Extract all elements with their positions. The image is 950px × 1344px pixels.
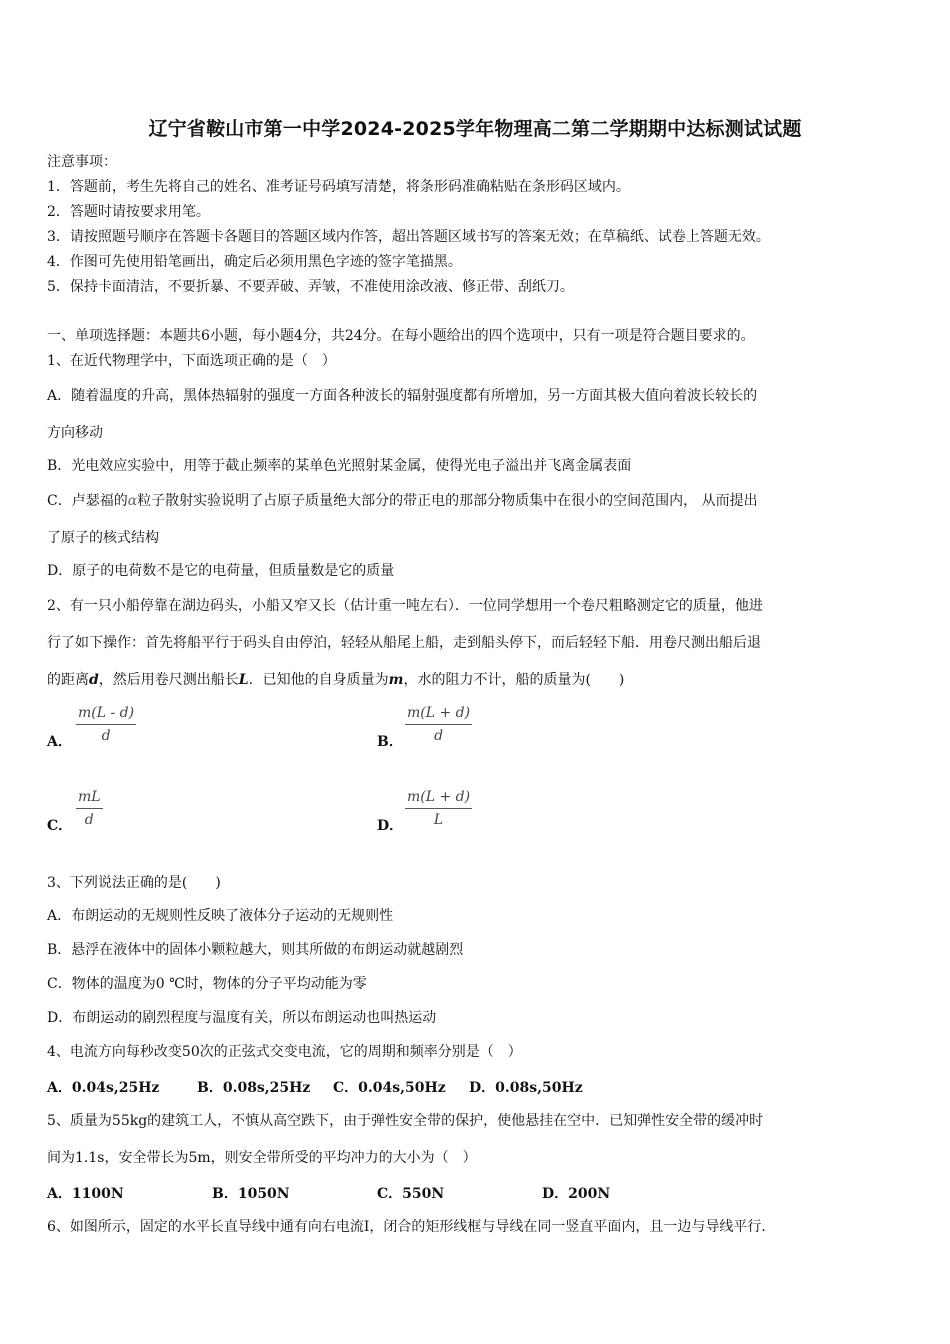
q2-text-b: ，然后用卷尺测出船长 xyxy=(98,672,239,688)
q2-option-b-label: B． xyxy=(377,734,403,750)
q3-option-b: B．悬浮在液体中的固体小颗粒越大，则其所做的布朗运动就越剧烈 xyxy=(47,942,464,958)
q2-option-c-denominator: d xyxy=(84,812,94,828)
q4-option-c: C．0.04s,50Hz xyxy=(333,1080,446,1096)
q2-option-d-label: D． xyxy=(377,818,404,834)
q3-stem: 3、下列说法正确的是( ) xyxy=(47,875,221,891)
q4-option-d: D．0.08s,50Hz xyxy=(469,1080,583,1096)
q5-option-c: C．550N xyxy=(377,1186,445,1202)
q2-option-d-numerator: m(L + d) xyxy=(405,789,472,809)
q1-option-c-pre: C．卢瑟福的 xyxy=(47,493,128,509)
notes-heading: 注意事项： xyxy=(47,154,117,170)
q1-option-c-post: 粒子散射实验说明了占原子质量绝大部分的带正电的那部分物质集中在很小的空间范围内， 从而提出 xyxy=(137,493,758,509)
q2-option-a-numerator: m(L - d) xyxy=(76,705,136,725)
q3-option-a: A．布朗运动的无规则性反映了液体分子运动的无规则性 xyxy=(47,908,394,924)
q2-option-d-fraction xyxy=(405,789,472,828)
q4-option-a: A．0.04s,25Hz xyxy=(47,1080,160,1096)
q1-option-c-line2: 了原子的核式结构 xyxy=(47,530,159,546)
note-item-3: 3．请按照题号顺序在答题卡各题目的答题区域内作答，超出答题区域书写的答案无效；在草稿纸、试卷上答题无效。 xyxy=(47,229,770,245)
q2-var-m: m xyxy=(388,672,404,688)
q1-option-a-line1: A．随着温度的升高，黑体热辐射的强度一方面各种波长的辐射强度都有所增加，另一方面其极大值向着波长较长的 xyxy=(47,388,758,404)
q1-option-d: D．原子的电荷数不是它的电荷量，但质量数是它的质量 xyxy=(47,563,395,579)
note-item-2: 2．答题时请按要求用笔。 xyxy=(47,204,210,220)
q2-option-d-denominator: L xyxy=(433,812,444,828)
q2-option-a-fraction xyxy=(76,705,136,744)
q5-options xyxy=(47,1183,610,1203)
q2-option-c-label: C． xyxy=(47,818,73,834)
page-title: 辽宁省鞍山市第一中学2024-2025学年物理高二第二学期期中达标测试试题 xyxy=(148,118,802,140)
q2-text-d: ，水的阻力不计，船的质量为( ) xyxy=(403,672,625,688)
q5-option-d: D．200N xyxy=(542,1186,611,1202)
q1-option-c-line1 xyxy=(47,492,758,510)
q2-option-a-label: A． xyxy=(47,734,72,750)
q2-option-b-fraction xyxy=(405,705,472,744)
q2-stem-line1: 2、有一只小船停靠在湖边码头，小船又窄又长（估计重一吨左右）．一位同学想用一个卷尺粗略测定它的质量，他进 xyxy=(47,598,763,614)
q2-option-c-fraction xyxy=(76,789,103,828)
note-item-1: 1．答题前，考生先将自己的姓名、准考证号码填写清楚，将条形码准确粘贴在条形码区域内。 xyxy=(47,179,630,195)
q5-option-a: A．1100N xyxy=(47,1186,124,1202)
q2-var-d: d xyxy=(89,672,99,688)
q2-var-L: L xyxy=(238,672,249,688)
note-item-5: 5．保持卡面清洁，不要折暴、不要弄破、弄皱，不准使用涂改液、修正带、刮纸刀。 xyxy=(47,279,574,295)
q2-text-a: 的距离 xyxy=(47,672,89,688)
q4-options xyxy=(47,1077,583,1097)
q1-stem: 1、在近代物理学中，下面选项正确的是（ ） xyxy=(47,353,336,369)
q1-option-a-line2: 方向移动 xyxy=(47,425,103,441)
q2-option-b-denominator: d xyxy=(434,728,444,744)
q6-stem: 6、如图所示，固定的水平长直导线中通有向右电流I，闭合的矩形线框与导线在同一竖直平面内，且一边与导线平行． xyxy=(47,1219,776,1235)
q4-option-b: B．0.08s,25Hz xyxy=(197,1080,311,1096)
q3-option-d: D．布朗运动的剧烈程度与温度有关，所以布朗运动也叫热运动 xyxy=(47,1010,437,1026)
q2-option-c-numerator: mL xyxy=(76,789,103,809)
q2-stem-line3 xyxy=(47,671,624,689)
q4-stem: 4、电流方向每秒改变50次的正弦式交变电流，它的周期和频率分别是（ ） xyxy=(47,1044,522,1060)
alpha-symbol: α xyxy=(127,493,138,509)
q2-option-a-denominator: d xyxy=(101,728,111,744)
q5-option-b: B．1050N xyxy=(212,1186,290,1202)
q2-option-b-numerator: m(L + d) xyxy=(405,705,472,725)
section-heading: 一、单项选择题：本题共6小题，每小题4分，共24分。在每小题给出的四个选项中，只有一项是符合题目要求的。 xyxy=(47,328,755,344)
q3-option-c: C．物体的温度为0 ℃时，物体的分子平均动能为零 xyxy=(47,976,367,992)
q2-stem-line2: 行了如下操作：首先将船平行于码头自由停泊，轻轻从船尾上船，走到船头停下，而后轻轻下船．用卷尺测出船后退 xyxy=(47,635,761,651)
q5-stem-line1: 5、质量为55kg的建筑工人，不慎从高空跌下，由于弹性安全带的保护，使他悬挂在空中．已知弹性安全带的缓冲时 xyxy=(47,1113,764,1129)
q2-text-c: ．已知他的自身质量为 xyxy=(248,672,389,688)
note-item-4: 4．作图可先使用铅笔画出，确定后必须用黑色字迹的签字笔描黑。 xyxy=(47,254,462,270)
q5-stem-line2: 间为1.1s，安全带长为5m，则安全带所受的平均冲力的大小为（ ） xyxy=(47,1150,477,1166)
q1-option-b: B．光电效应实验中，用等于截止频率的某单色光照射某金属，使得光电子溢出并飞离金属表面 xyxy=(47,458,632,474)
